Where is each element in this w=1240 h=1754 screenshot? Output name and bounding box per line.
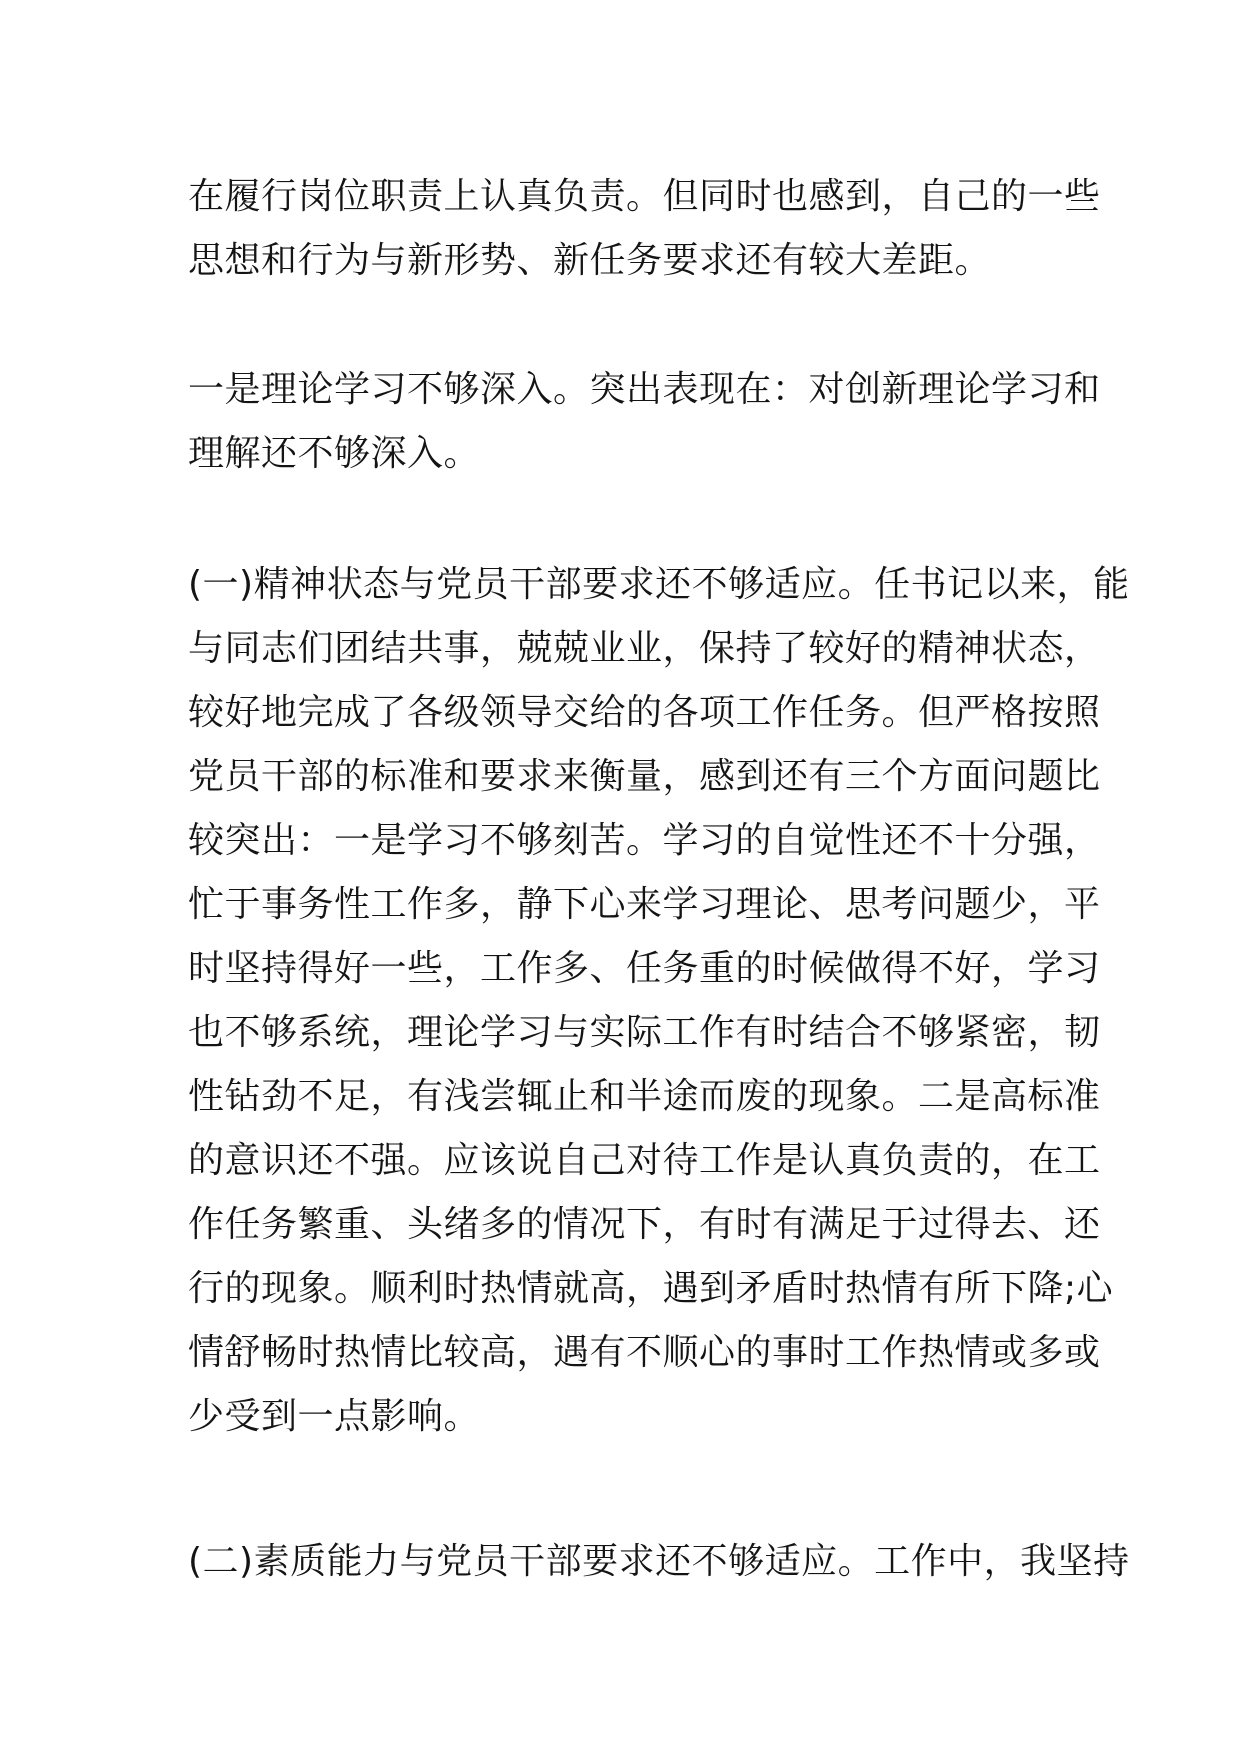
text-line: (一)精神状态与党员干部要求还不够适应。任书记以来，能 <box>188 564 1130 605</box>
text-line: 的意识还不强。应该说自己对待工作是认真负责的，在工 <box>188 1140 1101 1181</box>
paragraph-section-two <box>188 1530 1130 1594</box>
text-line: 少受到一点影响。 <box>188 1396 481 1437</box>
text-line: 性钻劲不足，有浅尝辄止和半途而废的现象。二是高标准 <box>188 1076 1101 1117</box>
text-line: 也不够系统，理论学习与实际工作有时结合不够紧密，韧 <box>188 1012 1101 1053</box>
text-line: 较好地完成了各级领导交给的各项工作任务。但严格按照 <box>188 692 1101 733</box>
paragraph-section-one <box>188 553 1130 1449</box>
text-line: (二)素质能力与党员干部要求还不够适应。工作中，我坚持 <box>188 1541 1130 1582</box>
text-line: 理解还不够深入。 <box>188 433 481 474</box>
paragraph-intro <box>188 165 1101 293</box>
text-line: 一是理论学习不够深入。突出表现在：对创新理论学习和 <box>188 369 1101 410</box>
text-line: 忙于事务性工作多，静下心来学习理论、思考问题少，平 <box>188 884 1101 925</box>
text-line: 行的现象。顺利时热情就高，遇到矛盾时热情有所下降;心 <box>188 1268 1114 1309</box>
text-line: 情舒畅时热情比较高，遇有不顺心的事时工作热情或多或 <box>188 1332 1101 1373</box>
text-line: 党员干部的标准和要求来衡量，感到还有三个方面问题比 <box>188 756 1101 797</box>
text-line: 与同志们团结共事，兢兢业业，保持了较好的精神状态， <box>188 628 1101 669</box>
text-line: 思想和行为与新形势、新任务要求还有较大差距。 <box>188 240 992 281</box>
text-line: 在履行岗位职责上认真负责。但同时也感到，自己的一些 <box>188 176 1101 217</box>
paragraph-point-one <box>188 358 1101 486</box>
text-line: 较突出：一是学习不够刻苦。学习的自觉性还不十分强， <box>188 820 1101 861</box>
text-line: 时坚持得好一些，工作多、任务重的时候做得不好，学习 <box>188 948 1101 989</box>
text-line: 作任务繁重、头绪多的情况下，有时有满足于过得去、还 <box>188 1204 1101 1245</box>
